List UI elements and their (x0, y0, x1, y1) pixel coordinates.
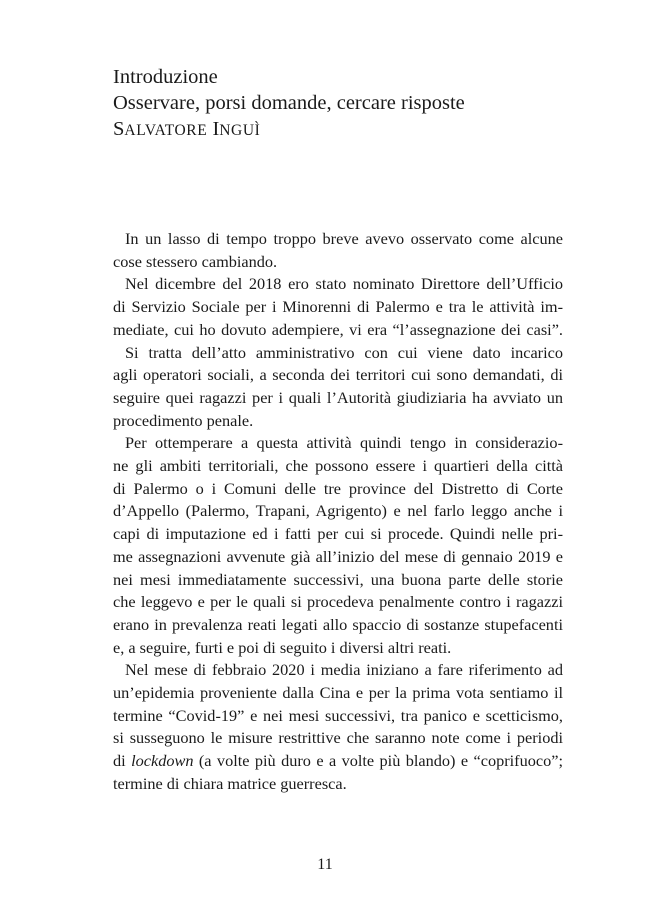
text-line: termine di chiara matrice guerresca. (113, 773, 347, 793)
text-line: che leggevo e per le quali si procedeva penalmente contro i ragazzi (113, 592, 563, 612)
text-line: erano in prevalenza reati legati allo spaccio di sostanze stupefacenti (113, 614, 563, 634)
text-line: di Palermo o i Comuni delle tre province del Distretto di Corte (113, 478, 563, 498)
text-line: procedimento penale. (113, 410, 254, 430)
chapter-heading (113, 64, 573, 144)
text-line: Si tratta dell’atto amministrativo con cui viene dato incarico (125, 342, 563, 362)
text-line: e, a seguire, furti e poi di seguito i diversi altri reati. (113, 637, 452, 657)
text-line: si susseguono le misure restrittive che saranno note come i periodi (113, 728, 563, 748)
text-line: un’epidemia proveniente dalla Cina e per la prima vota sentiamo il (113, 683, 563, 703)
body-text (113, 228, 563, 796)
paragraph-2 (113, 273, 563, 341)
chapter-author: SALVATORE INGUÌ (113, 118, 261, 140)
text-line-italic: di lockdown (a volte più duro e a volte più blando) e “coprifuoco”; (113, 751, 563, 771)
text-line: capi di imputazione ed i fatti per cui si procede. Quindi nelle pri- (113, 524, 563, 544)
chapter-title: Osservare, porsi domande, cercare risposte (113, 92, 465, 114)
text-line: In un lasso di tempo troppo breve avevo osservato come alcune (125, 229, 563, 248)
text-line: cose stessero cambiando. (113, 251, 278, 271)
text-line: d’Appello (Palermo, Trapani, Agrigento) e nel farlo leggo anche i (113, 501, 563, 521)
text-line: mediate, cui ho dovuto adempiere, vi era “l’assegnazione dei casi”. (113, 319, 563, 339)
text-line: agli operatori sociali, a seconda dei territori cui sono demandati, di (113, 365, 563, 385)
text-line: Nel mese di febbraio 2020 i media iniziano a fare riferimento ad (125, 660, 563, 680)
paragraph-5 (113, 659, 563, 795)
text-line: di Servizio Sociale per i Minorenni di Palermo e tra le attività im- (113, 297, 563, 317)
text-line: Per ottemperare a questa attività quindi tengo in considerazio- (125, 433, 563, 453)
chapter-label: Introduzione (113, 66, 218, 88)
text-line: Nel dicembre del 2018 ero stato nominato Direttore dell’Ufficio (125, 274, 563, 294)
text-line: seguire quei ragazzi per i quali l’Autorità giudiziaria ha avviato un (113, 387, 563, 407)
italic-term: lockdown (131, 751, 194, 771)
paragraph-4 (113, 432, 563, 659)
text-line: termine “Covid-19” e nei mesi successivi, tra panico e scetticismo, (113, 705, 563, 725)
page-number: 11 (317, 856, 333, 873)
paragraph-1 (113, 228, 563, 273)
paragraph-3 (113, 342, 563, 433)
text-line: nei mesi immediatamente successivi, una buona parte delle storie (113, 569, 563, 589)
text-line: ne gli ambiti territoriali, che possono essere i quartieri della città (113, 456, 563, 476)
text-line: me assegnazioni avvenute già all’inizio del mese di gennaio 2019 e (113, 546, 563, 566)
